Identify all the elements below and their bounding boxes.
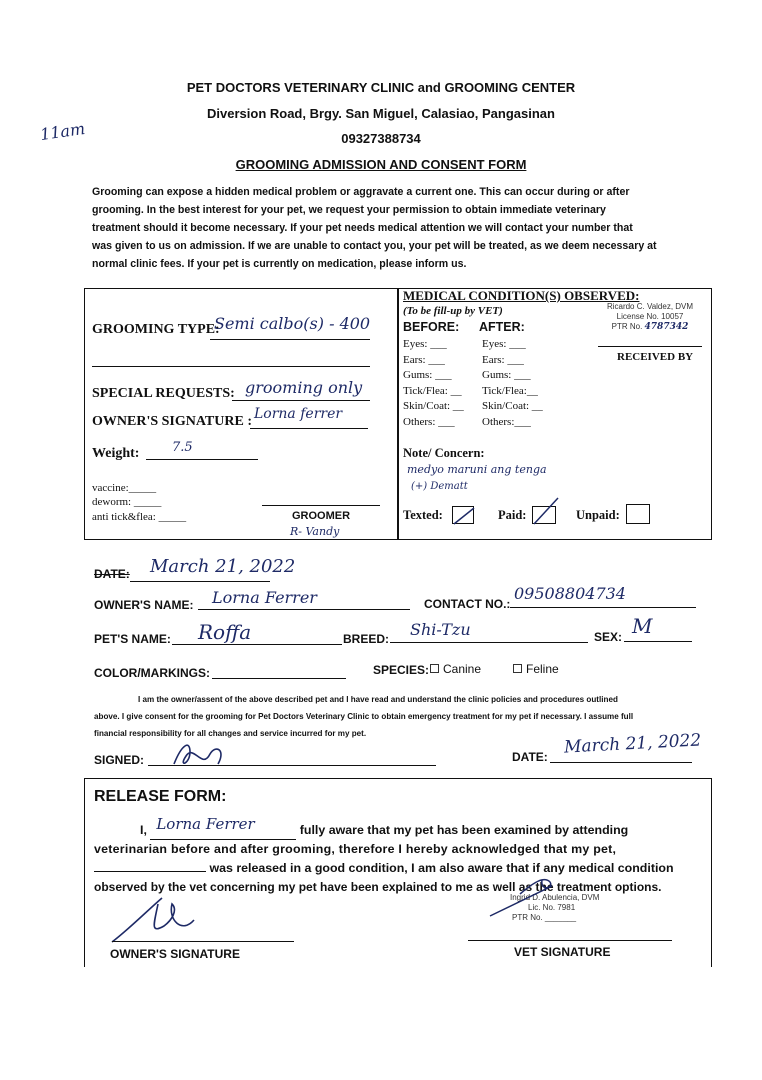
clinic-name: PET DOCTORS VETERINARY CLINIC and GROOMING CENTER (186, 80, 576, 95)
intro-paragraph (92, 183, 712, 273)
weight-value[interactable]: 7.5 (172, 440, 193, 455)
deworm-field: deworm: _____ (92, 496, 162, 508)
before-label: BEFORE: (403, 320, 460, 334)
pet-name-label: PET'S NAME: (94, 632, 171, 646)
feline-option[interactable] (513, 662, 559, 676)
signed-label: SIGNED: (94, 753, 145, 767)
before-eyes: Eyes: ___ (403, 338, 447, 350)
medical-subtitle: (To be fill-up by VET) (403, 305, 503, 317)
paid-label: Paid: (498, 508, 527, 522)
feline-checkbox[interactable] (513, 664, 522, 673)
release-line-4: observed by the vet concerning my pet have been explained to me as well as the treatment options. (94, 880, 662, 894)
vet-release-signature[interactable] (480, 866, 590, 926)
release-name-value[interactable]: Lorna Ferrer (156, 815, 255, 833)
breed-label: BREED: (343, 632, 390, 646)
check-marks (440, 490, 570, 530)
consent-line: I am the owner/assent of the above described pet and I have read and understand the clinic policies and procedures outlined (138, 695, 618, 704)
vet-release-ptr: PTR No. _______ (512, 913, 577, 922)
owner-signature-label: OWNER'S SIGNATURE : (92, 414, 252, 429)
vet-release-license: Lic. No. 7981 (528, 903, 576, 912)
owner-name-value[interactable]: Lorna Ferrer (212, 588, 317, 607)
received-by-line (598, 346, 702, 347)
weight-line (146, 459, 258, 460)
sex-value[interactable]: M (632, 614, 653, 638)
release-title: RELEASE FORM: (94, 788, 227, 805)
received-by-label: RECEIVED BY (617, 351, 694, 363)
sex-label: SEX: (594, 630, 623, 644)
groomer-label: GROOMER (292, 510, 351, 522)
after-eyes: Eyes: ___ (482, 338, 526, 350)
after-tick: Tick/Flea:__ (482, 384, 538, 397)
grooming-type-value[interactable]: Semi calbo(s) - 400 (214, 314, 371, 333)
canine-option[interactable] (430, 662, 481, 676)
canine-checkbox[interactable] (430, 664, 439, 673)
contact-value[interactable]: 09508804734 (514, 584, 626, 603)
owner-release-sig-label: OWNER'S SIGNATURE (110, 947, 240, 961)
clinic-phone: 09327388734 (341, 131, 421, 146)
signed-date-label: DATE: (512, 750, 548, 764)
unpaid-label: Unpaid: (576, 508, 620, 522)
vet-release-name: Ingrid D. Abulencia, DVM (510, 893, 600, 902)
signed-line (148, 765, 436, 766)
contact-label: CONTACT NO.: (424, 597, 511, 611)
release-line-3 (94, 859, 694, 878)
consent-line: above. I give consent for the grooming for Pet Doctors Veterinary Clinic to obtain emergency treatment for my pet if necessary. I assume full (94, 712, 634, 721)
note-label: Note/ Concern: (403, 446, 485, 460)
owner-release-signature[interactable] (108, 890, 218, 946)
consent-line: financial responsibility for all changes and service incurred for my pet. (94, 729, 367, 738)
sex-line (624, 641, 692, 642)
intro-line: was given to us on admission. If we are unable to contact you, your pet will be treated, as we deem necessary at (92, 240, 657, 252)
before-ears: Ears: ___ (403, 353, 445, 366)
intro-line: normal clinic fees. If your pet is currently on medication, please inform us. (92, 258, 467, 270)
grooming-type-line (210, 339, 370, 340)
after-others: Others:___ (482, 415, 531, 428)
unpaid-checkbox[interactable] (626, 504, 650, 524)
groomer-line (262, 505, 380, 506)
date-line (130, 581, 270, 582)
release-line-3-rest: was released in a good condition, I am also aware that if any medical condition (209, 861, 674, 875)
after-gums: Gums: ___ (482, 369, 531, 381)
before-list (403, 337, 464, 430)
special-requests-line (232, 400, 370, 401)
breed-line (390, 642, 588, 643)
special-requests-value[interactable]: grooming only (245, 378, 363, 397)
intro-line: treatment should it become necessary. If your pet needs medical attention we will contact your number that (92, 222, 633, 234)
intro-line: Grooming can expose a hidden medical problem or aggravate a current one. This can occur during or after (92, 186, 630, 198)
signed-date-value[interactable]: March 21, 2022 (563, 730, 702, 758)
pet-name-line (172, 644, 342, 645)
owner-name-label: OWNER'S NAME: (94, 598, 194, 612)
signed-date-line (550, 762, 692, 763)
before-tick: Tick/Flea: __ (403, 384, 462, 397)
release-i-label: I, (140, 823, 147, 837)
species-label: SPECIES: (373, 663, 430, 677)
texted-label: Texted: (403, 508, 443, 522)
form-title: GROOMING ADMISSION AND CONSENT FORM (235, 157, 527, 172)
before-gums: Gums: ___ (403, 369, 452, 381)
before-skin: Skin/Coat: __ (403, 400, 464, 412)
vet-stamp (600, 302, 700, 332)
stamp-license: License No. 10057 (616, 312, 684, 321)
clinic-address: Diversion Road, Brgy. San Miguel, Calasiao, Pangasinan (207, 106, 555, 121)
breed-value[interactable]: Shi-Tzu (410, 620, 471, 639)
release-line-1 (94, 815, 694, 840)
release-line-2: veterinarian before and after grooming, therefore I hereby acknowledged that my pet, (94, 842, 617, 856)
release-line-1-rest: fully aware that my pet has been examined by attending (299, 823, 629, 837)
date-value[interactable]: March 21, 2022 (150, 556, 296, 577)
pet-name-value[interactable]: Roffa (198, 620, 252, 644)
weight-label: Weight: (92, 446, 140, 461)
intro-line: grooming. In the best interest for your pet, we request your permission to obtain immediate veterinary (92, 204, 606, 216)
release-name-blank (150, 815, 296, 840)
after-skin: Skin/Coat: __ (482, 400, 543, 412)
antitick-field: anti tick&flea: _____ (92, 511, 187, 523)
margin-note: 11am (38, 118, 87, 145)
owner-signature-value[interactable]: Lorna ferrer (254, 406, 343, 422)
after-list (482, 337, 543, 430)
stamp-ptr: PTR No. 4787342 (611, 322, 689, 332)
special-requests-label: SPECIAL REQUESTS: (92, 386, 235, 401)
owner-name-line (198, 609, 410, 610)
signed-signature[interactable] (168, 734, 238, 774)
box-divider (397, 288, 399, 540)
vet-release-sig-line (468, 940, 672, 941)
release-paragraph (94, 815, 694, 897)
vaccine-field: vaccine:_____ (92, 482, 157, 494)
date-label: DATE: (94, 567, 130, 581)
medical-title: MEDICAL CONDITION(S) OBSERVED: (403, 288, 640, 303)
grooming-type-line-2 (92, 366, 370, 367)
contact-line (510, 607, 696, 608)
stamp-name: Ricardo C. Valdez, DVM (606, 302, 694, 311)
groomer-value[interactable]: R- Vandy (290, 525, 340, 538)
note-line-1[interactable]: medyo maruni ang tenga (407, 463, 547, 476)
color-line (212, 678, 346, 679)
canine-label: Canine (443, 662, 482, 676)
owner-release-sig-line (112, 941, 294, 942)
feline-label: Feline (526, 662, 559, 676)
after-label: AFTER: (479, 320, 525, 334)
grooming-type-label: GROOMING TYPE: (92, 322, 220, 337)
vet-release-sig-label: VET SIGNATURE (514, 945, 611, 959)
note-line-2[interactable]: (+) Dematt (411, 481, 468, 492)
release-pet-blank (94, 859, 206, 872)
color-label: COLOR/MARKINGS: (94, 666, 210, 680)
before-others: Others: ___ (403, 415, 455, 428)
after-ears: Ears: ___ (482, 353, 524, 366)
owner-signature-line (250, 428, 368, 429)
